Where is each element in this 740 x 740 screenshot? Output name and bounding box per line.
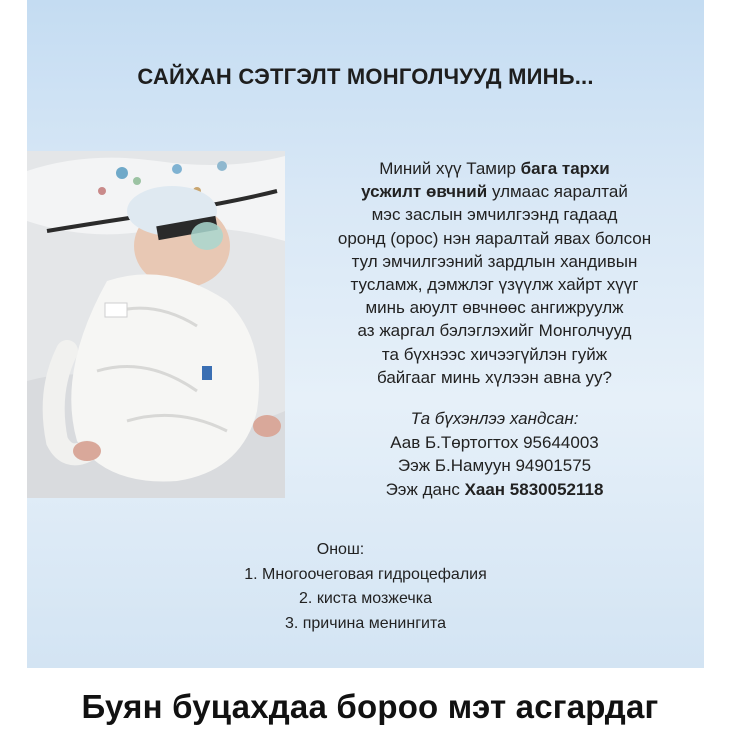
diagnosis-item: 1. Многоочеговая гидроцефалия [244, 565, 487, 583]
appeal-bold-segment: бага тархи [520, 159, 610, 178]
diagnosis-title: Онош: [316, 541, 365, 558]
appeal-line-5: тул эмчилгээний зардлын хандивын [351, 251, 638, 271]
appeal-line-6: тусламж, дэмжлэг үзүүлж хайрт хүүг [350, 275, 639, 295]
appeal-bold-segment: усжилт өвчний [361, 182, 488, 202]
appeal-text-segment: улмаас яаралтай [487, 182, 628, 202]
appeal-line-4: оронд (орос) нэн яаралтай явах болсон [337, 228, 652, 248]
diagnosis-item: 3. причина менингита [284, 614, 447, 632]
appeal-line-9: та бүхнээс хичээгүйлэн гуйж [381, 344, 608, 364]
appeal-line-3: мэс заслын эмчилгээнд гадаад [371, 205, 618, 225]
headline: САЙХАН СЭТГЭЛТ МОНГОЛЧУУД МИНЬ... [137, 64, 594, 89]
appeal-line-7: минь аюулт өвчнөөс ангижруулж [365, 298, 624, 318]
appeal-line-10: байгааг минь хүлээн авна уу? [377, 367, 612, 387]
poster [27, 0, 704, 668]
contact-block [285, 407, 704, 501]
appeal-line-1 [285, 157, 704, 180]
contact-account [285, 478, 704, 502]
contact-heading: Та бүхэнлээ хандсан: [410, 409, 579, 428]
account-number: Хаан 5830052118 [464, 479, 604, 499]
appeal-line-8: аз жаргал бэлэглэхийг Монголчууд [357, 321, 632, 341]
appeal-text-segment: Миний хүү Тамир [379, 159, 521, 178]
baby-photo [27, 151, 285, 498]
account-label: Ээж данс [385, 479, 465, 499]
appeal-text [285, 157, 704, 389]
baby-photo-illustration [27, 151, 285, 498]
contact-mother: Ээж Б.Намуун 94901575 [397, 456, 592, 475]
diagnosis-block [27, 538, 704, 636]
diagnosis-item: 2. киста мозжечка [299, 590, 432, 607]
appeal-line-2 [285, 180, 704, 203]
slogan-caption: Буян буцахдаа бороо мэт асгардаг [81, 688, 659, 725]
contact-father: Аав Б.Төртогтох 95644003 [390, 432, 599, 452]
